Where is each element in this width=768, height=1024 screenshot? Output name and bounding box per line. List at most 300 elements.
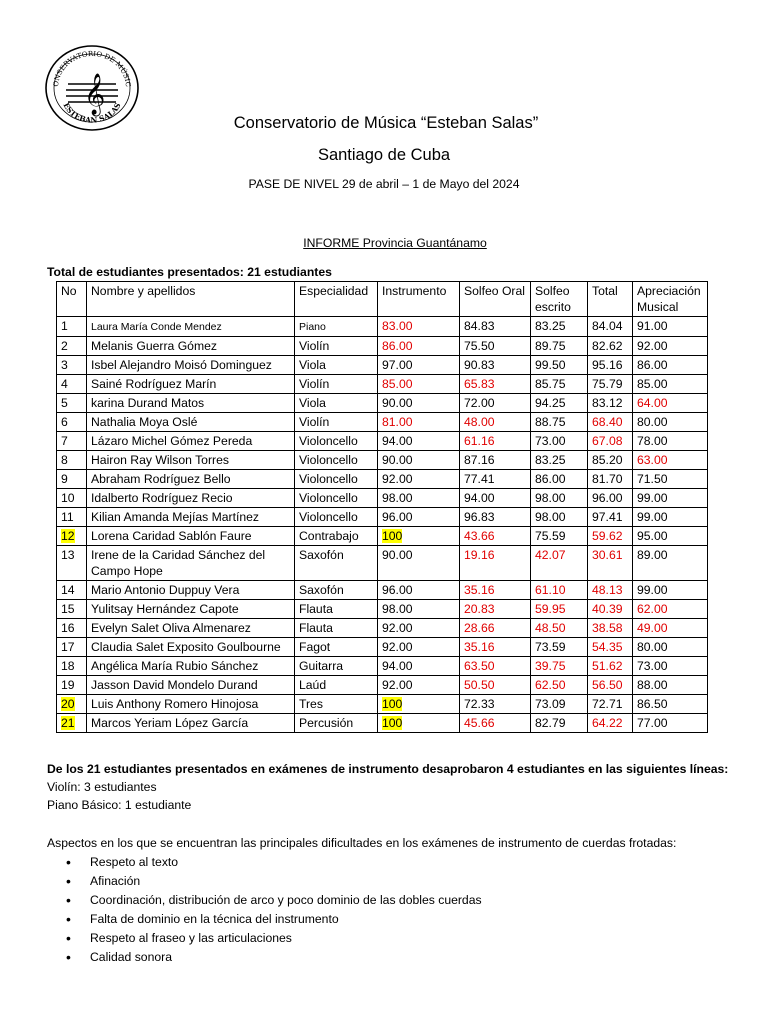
cell-ins-text: 100: [382, 716, 403, 730]
table-row: [57, 317, 708, 337]
cell-so-text: 72.00: [464, 396, 495, 410]
cell-no: [57, 451, 87, 470]
cell-ap-text: 89.00: [637, 548, 668, 562]
cell-no: [57, 394, 87, 413]
cell-ins-text: 92.00: [382, 678, 413, 692]
cell-esp: [295, 508, 378, 527]
header-specialty: Especialidad: [295, 282, 378, 317]
difficulty-item: • Respeto al texto: [47, 853, 482, 872]
cell-tot: [588, 695, 633, 714]
cell-tot-text: 30.61: [592, 548, 623, 562]
cell-tot: [588, 375, 633, 394]
cell-esp: [295, 600, 378, 619]
table-row: [57, 676, 708, 695]
cell-ap-text: 86.00: [637, 358, 668, 372]
cell-ap: [633, 394, 708, 413]
cell-no-text: 19: [61, 678, 75, 692]
cell-so: [460, 489, 531, 508]
cell-se-text: 39.75: [535, 659, 566, 673]
cell-no: [57, 508, 87, 527]
cell-esp-text: Saxofón: [299, 548, 344, 562]
difficulty-item: • Coordinación, distribución de arco y poco dominio de las dobles cuerdas: [47, 891, 482, 910]
cell-esp-text: Viola: [299, 358, 326, 372]
cell-no-text: 11: [61, 510, 74, 524]
page-title: Conservatorio de Música “Esteban Salas”: [233, 114, 539, 132]
cell-ins-text: 100: [382, 529, 403, 543]
cell-tot-text: 64.22: [592, 716, 623, 730]
cell-ins-text: 83.00: [382, 319, 413, 333]
cell-no-text: 10: [61, 491, 75, 505]
cell-no-text: 2: [61, 339, 68, 353]
cell-ins-text: 100: [382, 697, 403, 711]
cell-ins-text: 98.00: [382, 491, 413, 505]
table-row: [57, 527, 708, 546]
cell-se: [531, 600, 588, 619]
cell-name-text: Nathalia Moya Oslé: [91, 415, 198, 429]
cell-ins-text: 94.00: [382, 434, 413, 448]
cell-ap: [633, 527, 708, 546]
cell-se: [531, 581, 588, 600]
table-row: [57, 619, 708, 638]
cell-ins: [378, 657, 460, 676]
cell-ap-text: 95.00: [637, 529, 668, 543]
cell-no-text: 13: [61, 548, 75, 562]
report-heading: INFORME Provincia Guantánamo: [303, 236, 487, 250]
table-row: [57, 451, 708, 470]
cell-ap-text: 91.00: [637, 319, 668, 333]
cell-no: [57, 375, 87, 394]
cell-tot-text: 56.50: [592, 678, 623, 692]
cell-ap-text: 99.00: [637, 491, 668, 505]
cell-name: [87, 451, 295, 470]
cell-so-text: 61.16: [464, 434, 495, 448]
cell-esp: [295, 527, 378, 546]
table-row: [57, 375, 708, 394]
cell-se-text: 59.95: [535, 602, 566, 616]
cell-name-text: Melanis Guerra Gómez: [91, 339, 217, 353]
cell-se-text: 73.59: [535, 640, 566, 654]
failure-violin: Violín: 3 estudiantes: [47, 780, 157, 794]
cell-ap: [633, 638, 708, 657]
cell-esp-text: Violoncello: [299, 434, 358, 448]
cell-ins: [378, 546, 460, 581]
cell-ins-text: 98.00: [382, 602, 413, 616]
cell-no-text: 14: [61, 583, 75, 597]
cell-se-text: 75.59: [535, 529, 566, 543]
header-instrument: Instrumento: [378, 282, 460, 317]
cell-se: [531, 527, 588, 546]
cell-name-text: Idalberto Rodríguez Recio: [91, 491, 233, 505]
cell-no-text: 17: [61, 640, 75, 654]
cell-esp-text: Guitarra: [299, 659, 344, 673]
difficulty-item: • Respeto al fraseo y las articulaciones: [47, 929, 482, 948]
cell-ins: [378, 470, 460, 489]
cell-name-text: Irene de la Caridad Sánchez del Campo Hope: [91, 548, 266, 578]
cell-se-text: 86.00: [535, 472, 566, 486]
cell-tot: [588, 317, 633, 337]
cell-name: [87, 714, 295, 733]
cell-name: [87, 527, 295, 546]
cell-se: [531, 508, 588, 527]
cell-ap: [633, 337, 708, 356]
cell-name-text: Evelyn Salet Oliva Almenarez: [91, 621, 251, 635]
cell-ins-text: 92.00: [382, 472, 413, 486]
cell-ins: [378, 375, 460, 394]
cell-se: [531, 470, 588, 489]
cell-ins: [378, 489, 460, 508]
cell-esp-text: Laúd: [299, 678, 327, 692]
cell-ins: [378, 581, 460, 600]
cell-ins: [378, 638, 460, 657]
cell-se: [531, 451, 588, 470]
cell-se: [531, 657, 588, 676]
cell-esp: [295, 375, 378, 394]
cell-esp: [295, 695, 378, 714]
cell-so: [460, 676, 531, 695]
table-row: [57, 413, 708, 432]
table-row: [57, 581, 708, 600]
cell-ap-text: 85.00: [637, 377, 668, 391]
cell-name: [87, 375, 295, 394]
cell-no: [57, 317, 87, 337]
cell-esp-text: Violoncello: [299, 472, 358, 486]
cell-no-text: 5: [61, 396, 68, 410]
cell-no-text: 15: [61, 602, 75, 616]
cell-no: [57, 619, 87, 638]
cell-se: [531, 546, 588, 581]
cell-ap: [633, 619, 708, 638]
cell-name: [87, 470, 295, 489]
cell-ap: [633, 489, 708, 508]
cell-ins: [378, 337, 460, 356]
cell-so-text: 20.83: [464, 602, 495, 616]
cell-tot-text: 67.08: [592, 434, 623, 448]
exam-period: PASE DE NIVEL 29 de abril – 1 de Mayo del 2024: [248, 177, 520, 191]
cell-esp: [295, 714, 378, 733]
cell-se-text: 98.00: [535, 510, 566, 524]
cell-tot: [588, 638, 633, 657]
header-no: No: [57, 282, 87, 317]
cell-esp-text: Saxofón: [299, 583, 344, 597]
cell-se-text: 94.25: [535, 396, 566, 410]
cell-name-text: Luis Anthony Romero Hinojosa: [91, 697, 259, 711]
cell-ins: [378, 714, 460, 733]
cell-esp: [295, 581, 378, 600]
cell-tot: [588, 413, 633, 432]
cell-name: [87, 676, 295, 695]
difficulty-item: • Afinación: [47, 872, 482, 891]
cell-ins: [378, 432, 460, 451]
cell-no-text: 1: [61, 319, 68, 333]
cell-tot-text: 51.62: [592, 659, 623, 673]
cell-so-text: 84.83: [464, 319, 495, 333]
cell-tot-text: 54.35: [592, 640, 623, 654]
cell-esp: [295, 489, 378, 508]
cell-name-text: Jasson David Mondelo Durand: [91, 678, 258, 692]
cell-ap-text: 71.50: [637, 472, 668, 486]
treble-clef-icon: 𝄞: [84, 74, 106, 115]
cell-ap-text: 62.00: [637, 602, 668, 616]
city-title: Santiago de Cuba: [317, 146, 451, 164]
cell-name: [87, 508, 295, 527]
cell-ins-text: 97.00: [382, 358, 413, 372]
cell-name: [87, 695, 295, 714]
table-row: [57, 470, 708, 489]
cell-ap: [633, 695, 708, 714]
cell-no: [57, 638, 87, 657]
cell-no: [57, 546, 87, 581]
cell-se-text: 62.50: [535, 678, 566, 692]
cell-no-text: 3: [61, 358, 68, 372]
cell-tot-text: 84.04: [592, 319, 623, 333]
cell-so: [460, 470, 531, 489]
cell-tot: [588, 451, 633, 470]
cell-tot: [588, 581, 633, 600]
cell-se-text: 99.50: [535, 358, 566, 372]
cell-ins-text: 90.00: [382, 453, 413, 467]
header-solfeo-escrito: Solfeo escrito: [531, 282, 588, 317]
cell-so: [460, 546, 531, 581]
cell-tot: [588, 676, 633, 695]
cell-esp-text: Violoncello: [299, 453, 358, 467]
cell-ap-text: 80.00: [637, 640, 668, 654]
cell-no-text: 7: [61, 434, 68, 448]
cell-name-text: Yulitsay Hernández Capote: [91, 602, 239, 616]
difficulties-intro: Aspectos en los que se encuentran las principales dificultades en los exámenes de instrumento de cuerdas frotadas:: [47, 836, 677, 850]
cell-name: [87, 638, 295, 657]
cell-no: [57, 714, 87, 733]
cell-so-text: 19.16: [464, 548, 495, 562]
header-apreciacion: Apreciación Musical: [633, 282, 708, 317]
cell-name-text: Laura María Conde Mendez: [91, 321, 222, 333]
cell-tot: [588, 489, 633, 508]
cell-se-text: 89.75: [535, 339, 566, 353]
cell-esp: [295, 413, 378, 432]
cell-se: [531, 317, 588, 337]
cell-ins: [378, 451, 460, 470]
cell-name: [87, 619, 295, 638]
failure-summary: De los 21 estudiantes presentados en exámenes de instrumento desaprobaron 4 estudiantes en las siguientes líneas:: [47, 762, 729, 776]
table-header-row: [57, 282, 708, 317]
cell-no: [57, 676, 87, 695]
cell-esp: [295, 638, 378, 657]
cell-ap: [633, 600, 708, 619]
cell-ins-text: 81.00: [382, 415, 413, 429]
cell-no-text: 21: [61, 716, 75, 730]
cell-so-text: 65.83: [464, 377, 495, 391]
cell-ins: [378, 676, 460, 695]
cell-so-text: 75.50: [464, 339, 495, 353]
cell-esp-text: Violín: [299, 339, 330, 353]
cell-tot: [588, 394, 633, 413]
cell-name-text: Claudia Salet Exposito Goulbourne: [91, 640, 281, 654]
table-row: [57, 489, 708, 508]
cell-name-text: Kilian Amanda Mejías Martínez: [91, 510, 259, 524]
table-row: [57, 714, 708, 733]
cell-se: [531, 619, 588, 638]
cell-ap: [633, 657, 708, 676]
cell-ap: [633, 581, 708, 600]
cell-ins-text: 96.00: [382, 583, 413, 597]
cell-so: [460, 451, 531, 470]
difficulty-item: • Calidad sonora: [47, 948, 482, 967]
cell-ins: [378, 600, 460, 619]
cell-ins: [378, 619, 460, 638]
table-row: [57, 508, 708, 527]
cell-ins-text: 85.00: [382, 377, 413, 391]
cell-tot: [588, 508, 633, 527]
cell-tot: [588, 600, 633, 619]
cell-so: [460, 619, 531, 638]
header-name: Nombre y apellidos: [87, 282, 295, 317]
cell-so: [460, 317, 531, 337]
difficulties-list: [47, 853, 482, 967]
cell-esp: [295, 356, 378, 375]
cell-ap-text: 77.00: [637, 716, 668, 730]
cell-se-text: 98.00: [535, 491, 566, 505]
cell-no: [57, 657, 87, 676]
cell-name: [87, 581, 295, 600]
cell-esp: [295, 432, 378, 451]
table-row: [57, 337, 708, 356]
cell-ins-text: 94.00: [382, 659, 413, 673]
cell-ap: [633, 451, 708, 470]
cell-so-text: 90.83: [464, 358, 495, 372]
cell-ap: [633, 432, 708, 451]
cell-no-text: 6: [61, 415, 68, 429]
cell-name: [87, 413, 295, 432]
cell-no: [57, 527, 87, 546]
cell-esp: [295, 317, 378, 337]
cell-tot: [588, 546, 633, 581]
cell-so-text: 50.50: [464, 678, 495, 692]
cell-no: [57, 337, 87, 356]
cell-esp-text: Violoncello: [299, 491, 358, 505]
cell-tot-text: 85.20: [592, 453, 623, 467]
cell-ap-text: 80.00: [637, 415, 668, 429]
cell-se: [531, 413, 588, 432]
cell-se: [531, 638, 588, 657]
cell-no: [57, 489, 87, 508]
table-row: [57, 657, 708, 676]
cell-no-text: 18: [61, 659, 75, 673]
cell-tot-text: 38.58: [592, 621, 623, 635]
cell-tot: [588, 432, 633, 451]
cell-ap-text: 63.00: [637, 453, 668, 467]
cell-no-text: 9: [61, 472, 68, 486]
cell-no: [57, 695, 87, 714]
cell-name-text: Lorena Caridad Sablón Faure: [91, 529, 252, 543]
cell-tot-text: 68.40: [592, 415, 623, 429]
cell-so: [460, 394, 531, 413]
cell-ins: [378, 356, 460, 375]
cell-no-text: 8: [61, 453, 68, 467]
cell-no: [57, 600, 87, 619]
cell-tot-text: 83.12: [592, 396, 623, 410]
cell-so-text: 48.00: [464, 415, 495, 429]
cell-ap-text: 88.00: [637, 678, 668, 692]
cell-so-text: 72.33: [464, 697, 495, 711]
cell-no-text: 4: [61, 377, 68, 391]
cell-esp-text: Flauta: [299, 621, 333, 635]
cell-no-text: 12: [61, 529, 75, 543]
cell-esp: [295, 546, 378, 581]
cell-so: [460, 375, 531, 394]
logo-top-text: ONSERVATORIO DE MÚSIC: [51, 49, 133, 88]
cell-se: [531, 695, 588, 714]
cell-so: [460, 413, 531, 432]
cell-name-text: Abraham Rodríguez Bello: [91, 472, 231, 486]
cell-ins-text: 86.00: [382, 339, 413, 353]
cell-ins-text: 90.00: [382, 396, 413, 410]
cell-se: [531, 337, 588, 356]
cell-tot-text: 48.13: [592, 583, 623, 597]
cell-se-text: 83.25: [535, 319, 566, 333]
cell-ap-text: 49.00: [637, 621, 668, 635]
cell-ap: [633, 470, 708, 489]
cell-esp-text: Percusión: [299, 716, 354, 730]
cell-name-text: Angélica María Rubio Sánchez: [91, 659, 259, 673]
cell-ap: [633, 317, 708, 337]
cell-se: [531, 356, 588, 375]
cell-so-text: 94.00: [464, 491, 495, 505]
cell-ap-text: 99.00: [637, 583, 668, 597]
cell-esp-text: Violín: [299, 415, 330, 429]
cell-ap-text: 92.00: [637, 339, 668, 353]
cell-name: [87, 489, 295, 508]
cell-so-text: 77.41: [464, 472, 495, 486]
cell-so-text: 96.83: [464, 510, 495, 524]
cell-name-text: Isbel Alejandro Moisó Dominguez: [91, 358, 272, 372]
cell-tot: [588, 527, 633, 546]
cell-esp-text: Violoncello: [299, 510, 358, 524]
cell-se: [531, 489, 588, 508]
difficulty-item: • Falta de dominio en la técnica del instrumento: [47, 910, 482, 929]
cell-ins-text: 96.00: [382, 510, 413, 524]
cell-so-text: 28.66: [464, 621, 495, 635]
logo-bottom-text: ESTEBAN SALAS: [61, 101, 123, 125]
cell-tot-text: 82.62: [592, 339, 623, 353]
total-students: Total de estudiantes presentados: 21 estudiantes: [47, 265, 332, 279]
cell-name: [87, 317, 295, 337]
cell-tot: [588, 337, 633, 356]
cell-se: [531, 394, 588, 413]
cell-no: [57, 581, 87, 600]
cell-se-text: 85.75: [535, 377, 566, 391]
cell-tot-text: 96.00: [592, 491, 623, 505]
cell-esp: [295, 451, 378, 470]
cell-esp-text: Piano: [299, 321, 326, 333]
cell-tot-text: 95.16: [592, 358, 623, 372]
table-row: [57, 695, 708, 714]
cell-ins-text: 92.00: [382, 640, 413, 654]
cell-so-text: 35.16: [464, 583, 495, 597]
cell-ap-text: 99.00: [637, 510, 668, 524]
cell-se: [531, 375, 588, 394]
cell-no-text: 16: [61, 621, 75, 635]
cell-tot-text: 59.62: [592, 529, 623, 543]
failure-piano: Piano Básico: 1 estudiante: [47, 798, 192, 812]
table-row: [57, 600, 708, 619]
cell-tot: [588, 714, 633, 733]
cell-esp-text: Tres: [299, 697, 323, 711]
cell-so: [460, 695, 531, 714]
cell-no-text: 20: [61, 697, 75, 711]
cell-so: [460, 657, 531, 676]
cell-ap: [633, 356, 708, 375]
table-row: [57, 638, 708, 657]
cell-esp: [295, 337, 378, 356]
